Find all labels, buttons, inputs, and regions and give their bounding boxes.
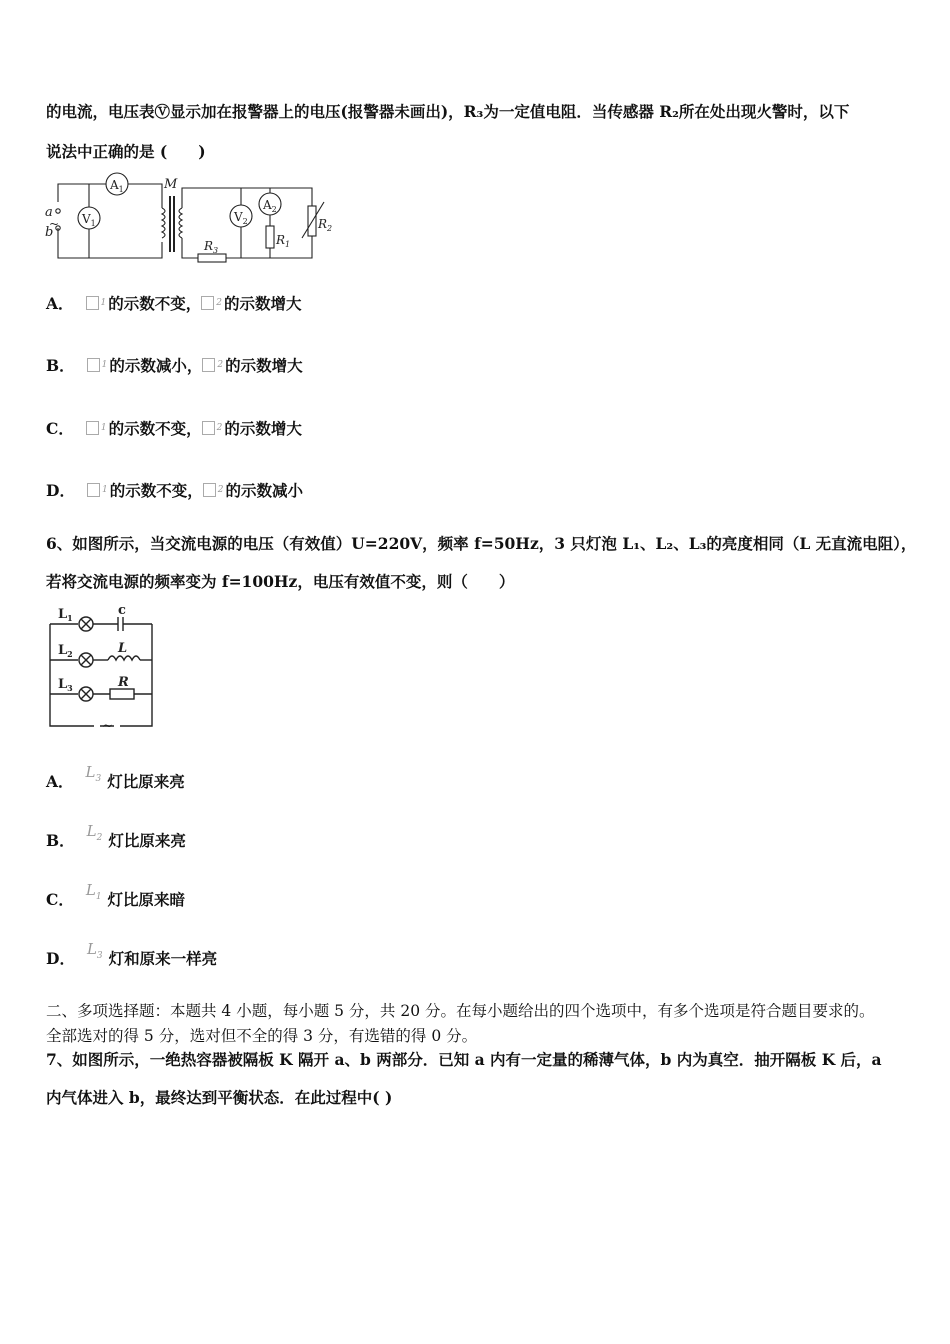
meter-v2-icon xyxy=(201,296,214,310)
q5-transformer-circuit-figure xyxy=(44,172,344,264)
svg-text:R2: $R_2$ xyxy=(318,217,333,233)
q5-option-a[interactable]: A． 1 的示数不变， 2 的示数增大 xyxy=(46,294,302,313)
svg-text:R: R xyxy=(118,675,129,690)
meter-v2-icon xyxy=(202,358,215,372)
svg-text:A2: $A_2$ xyxy=(263,198,277,214)
meter-v1-icon xyxy=(86,296,99,310)
svg-text:M: M xyxy=(164,177,178,192)
q7-stem-line2: 内气体进入 b，最终达到平衡状态．在此过程中( ) xyxy=(46,1088,393,1107)
svg-text:L2: $L_2$ xyxy=(58,643,73,659)
q6-lamp-circuit-figure xyxy=(44,602,160,730)
q5-stem-line1: 的电流，电压表Ⓥ显示加在报警器上的电压(报警器未画出)，R₃为一定值电阻．当传感器 R₂所在处出现火警时，以下 xyxy=(46,102,850,121)
meter-v1-icon xyxy=(87,483,100,497)
lamp-l3-symbol: $L_3$ xyxy=(85,763,102,784)
q6-stem-line1: 6、如图所示，当交流电源的电压（有效值）U=220V，频率 f=50Hz，3 只灯泡 L₁、L₂、L₃的亮度相同（L 无直流电阻）， xyxy=(46,534,917,553)
q7-stem-line1: 7、如图所示，一绝热容器被隔板 K 隔开 a、b 两部分．已知 a 内有一定量的稀薄气体，b 内为真空．抽开隔板 K 后，a xyxy=(46,1050,882,1069)
section2-heading-line1: 二、多项选择题：本题共 4 小题，每小题 5 分，共 20 分。在每小题给出的四个选项中，有多个选项是符合题目要求的。 xyxy=(46,1002,875,1020)
lamp-l3-symbol: $L_3$ xyxy=(86,940,103,961)
lamp-l2-symbol: $L_2$ xyxy=(86,822,103,843)
svg-text:L: L xyxy=(118,641,128,656)
section2-heading-line2: 全部选对的得 5 分，选对但不全的得 3 分，有选错的得 0 分。 xyxy=(46,1027,478,1045)
svg-text:~: ~ xyxy=(49,217,60,231)
svg-text:V1: $V_1$ xyxy=(82,212,96,228)
lamp-l1-symbol: $L_1$ xyxy=(85,881,102,902)
q6-option-d[interactable]: D． $L_3$ 灯和原来一样亮 xyxy=(46,940,218,968)
svg-text:b: b xyxy=(45,225,54,240)
q5-stem-line2: 说法中正确的是 ( ) xyxy=(46,142,206,161)
q6-stem-line2: 若将交流电源的频率变为 f=100Hz，电压有效值不变，则（ ） xyxy=(46,572,515,591)
svg-text:A1: $A_1$ xyxy=(110,178,124,194)
q5-option-d[interactable]: D． 1 的示数不变， 2 的示数减小 xyxy=(46,481,303,500)
svg-text:c: c xyxy=(118,603,126,618)
q6-option-b[interactable]: B． $L_2$ 灯比原来亮 xyxy=(46,822,186,850)
meter-v2-icon xyxy=(203,483,216,497)
svg-text:a: a xyxy=(45,205,53,220)
q5-option-b[interactable]: B． 1 的示数减小， 2 的示数增大 xyxy=(46,356,303,375)
svg-text:L1: $L_1$ xyxy=(58,607,73,623)
meter-v1-icon xyxy=(86,421,99,435)
meter-v1-icon xyxy=(87,358,100,372)
q5-option-c[interactable]: C． 1 的示数不变， 2 的示数增大 xyxy=(46,419,302,438)
svg-text:R3: $R_3$ xyxy=(204,239,219,255)
q6-option-c[interactable]: C． $L_1$ 灯比原来暗 xyxy=(46,881,186,909)
svg-text:R1: $R_1$ xyxy=(276,233,291,249)
svg-text:V2: $V_2$ xyxy=(234,210,248,226)
svg-text:~: ~ xyxy=(102,719,113,730)
q6-option-a[interactable]: A． $L_3$ 灯比原来亮 xyxy=(46,763,185,791)
meter-v2-icon xyxy=(202,421,215,435)
svg-text:L3: $L_3$ xyxy=(58,677,73,693)
